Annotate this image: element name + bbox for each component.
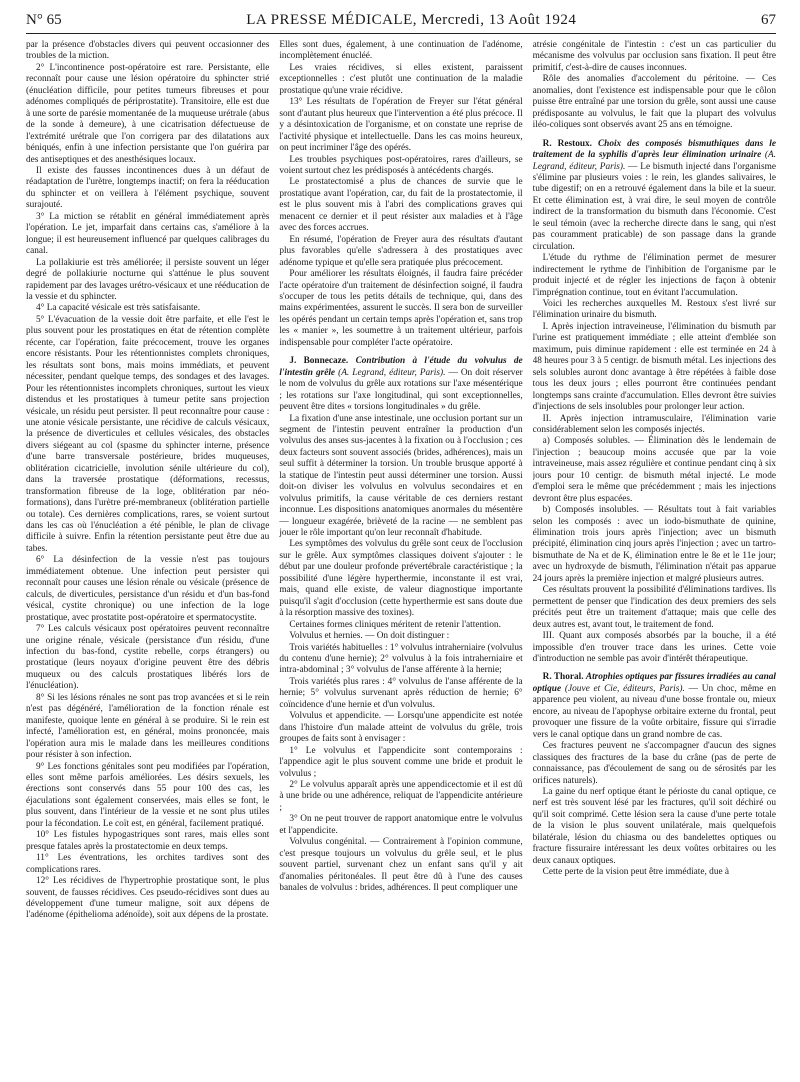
paragraph: Volvulus et appendicite. — Lorsqu'une appendicite est notée dans l'histoire d'un malade atteint de volvulus du grêle, trois groupes de faits sont à envisager : <box>279 711 523 745</box>
paragraph: Trois variétés plus rares : 4° volvulus de l'anse afférente de la hernie; 5° volvulus survenant après réduction de hernie; 6° coïncidence d'une hernie et d'un volvulus. <box>279 676 523 710</box>
article-author: R. Thoral. <box>542 672 584 683</box>
paragraph: 10° Les fistules hypogastriques sont rares, mais elles sont presque fatales après la prostatectomie en deux temps. <box>26 830 270 852</box>
paragraph: Certaines formes cliniques méritent de retenir l'attention. <box>289 619 501 630</box>
issue-number: N° 65 <box>26 12 62 28</box>
paragraph: Le prostatectomisé a plus de chances de survie que le prostatique avant l'opération, car, du fait de la prostatectomie, il est le plus souvent mis à l'abri des complications graves qui menacent ce dernier et il peut résister aux maladies et à l'âge avec des forces accrues. <box>279 177 523 234</box>
paragraph: 5° L'évacuation de la vessie doit être parfaite, et elle l'est le plus souvent pour les prostatiques en état de rétention complète récente, car l'opération, faite précocement, trouve les organes encore résistants. Pour les rétentionnistes complets chroniques, les résultats sont bons, mais moins immédiats, et peuvent nécessiter, pendant quelque temps, des sondages et des lavages. Pour les rétentionnistes incomplets chroniques, surtout les vieux distendus et les prostatiques à tumeur petite sans projection vésicale, un résidu peut persister. Il peut reconnaître pour cause : une atonie vésicale persistante, une récidive de calculs vésicaux, la présence de diverticules et cellules vésicales, des obstacles divers siégeant au col (spasme du sphincter interne, présence d'une barre transversale postérieure, brides muqueuses, oblitération cicatricielle, involution sénile ultérieure du col), dans la traversée prostatique (déformations, recessus, transformation fibreuse de la loge, oblitération par néo-formations), dans l'urètre pré-membraneux (oblitération partielle ou totale). Ces dernières complications, rares, se voient surtout dans les cas où l'énucléation a été pénible, le plan de clivage difficile à suivre. Enfin la rétention persistante peut être due au tabes. <box>26 314 270 554</box>
paragraph: Les vraies récidives, si elles existent, paraissent exceptionnelles : c'est plutôt une continuation de la maladie prostatique qu'une vraie récidive. <box>279 62 523 96</box>
columns <box>26 40 776 1075</box>
paragraph: 1° Le volvulus et l'appendicite sont contemporains : l'appendice agit le plus souvent comme une bride et produit le volvulus ; <box>279 745 523 779</box>
paragraph: 11° Les éventrations, les orchites tardives sont des complications rares. <box>26 853 270 875</box>
paragraph: Il existe des fausses incontinences dues à un défaut de réadaptation de l'urètre, longtemps inactif; on fera la rééducation du sphincter et on veillera à l'élément psychique, souvent surajouté. <box>26 165 270 211</box>
column-3-bottom <box>533 741 776 878</box>
paragraph: La pollakiurie est très améliorée; il persiste souvent un léger degré de pollakiurie nocturne qui s'atténue le plus souvent rapidement par des lavages urétro-vésicaux et une rééducation de la vessie et du sphincter. <box>26 257 270 302</box>
paragraph: 3° La miction se rétablit en général immédiatement après l'opération. Le jet, imparfait dans certains cas, s'améliore à la longue; il est heureusement influencé par quelques calibrages du canal. <box>26 211 270 257</box>
paragraph: Les symptômes des volvulus du grêle sont ceux de l'occlusion sur le grêle. Aux symptômes classiques doivent s'ajouter : le début par une douleur profonde prévertébrale caractéristique ; la possibilité d'une légère hyperthermie, inconstante il est vrai, mais, quand elle existe, de valeur diagnostique importante puisqu'il s'agit d'occlusion (cette hyperthermie est sans doute due à la résorption massive des toxines). <box>279 539 523 619</box>
column-3-top <box>533 40 776 132</box>
column-2 <box>279 40 522 1075</box>
paragraph: 13° Les résultats de l'opération de Freyer sur l'état général sont d'autant plus heureux que l'intervention a été plus précoce. Il y a désintoxication de l'organisme, et on constate une reprise de l'activité physique et intellectuelle. Dans les cas moins heureux, on peut incriminer l'âge des opérés. <box>279 97 523 154</box>
journal-title: LA PRESSE MÉDICALE, Mercredi, 13 Août 1924 <box>246 12 577 28</box>
column-2-top <box>279 40 522 349</box>
paragraph: Ces fractures peuvent ne s'accompagner d'aucun des signes classiques des fractures de la base du crâne (pas de perte de connaissance, pas d'écoulement de sang ou de sérosités par les orifices naturels). <box>532 741 776 786</box>
paragraph: Pour améliorer les résultats éloignés, il faudra faire précéder l'acte opératoire d'un traitement de désinfection soigné, il faudra s'occuper de tous les petits détails de technique, qui, dans des mains expérimentées, assurent le succès. Il sera bon de surveiller les opérés pendant un certain temps après l'opération et, sans trop les « manier », les soumettre à un traitement ultérieur, parfois indispensable pour compléter l'acte opératoire. <box>279 269 523 348</box>
paragraph: La gaine du nerf optique étant le périoste du canal optique, ce nerf est très souvent lésé par les fractures, qu'il soit déchiré ou qu'il soit comprimé. Cette lésion sera la cause d'une perte totale de la vision le plus souvent unilatérale, mais quelquefois bilatérale, lésion du chiasma ou des bandelettes optiques ou fracture fissuraire intéressant les deux voûtes orbitaires ou les deux canaux optiques. <box>532 787 776 866</box>
paragraph: par la présence d'obstacles divers qui peuvent occasionner des troubles de la miction. <box>26 40 270 62</box>
article-publisher: (Jouve et Cie, éditeurs, Paris). <box>564 683 685 694</box>
article-publisher: (A. Legrand, éditeur, Paris). <box>532 150 776 172</box>
paragraph: En résumé, l'opération de Freyer aura des résultats d'autant plus favorables qu'elle s'adressera à des prostatiques avec adénome typique et qu'elle sera pratiquée plus précocement. <box>279 234 523 268</box>
column-3 <box>533 40 776 1075</box>
paragraph: 7° Les calculs vésicaux post opératoires peuvent reconnaître une origine rénale, vésicale (persistance d'un résidu, d'une infection du bas-fond, cystite rebelle, corps étrangers) ou prostatique (leurs noyaux d'origine peuvent être des débris muqueux ou des calculs prostatiques libérés lors de l'énucléation). <box>26 624 270 692</box>
column-2-bottom <box>279 414 522 895</box>
paragraph: 9° Les fonctions génitales sont peu modifiées par l'opération, elles sont même parfois améliorées. Les désirs sexuels, les érections sont conservés dans 55 pour 100 des cas, les éjaculations sont également conservées, mais elles se font, le plus souvent, dans l'intérieur de la vessie et ne sont plus utiles pour la fécondation. Le coït est, en général, facilement pratiqué. <box>26 761 270 829</box>
column-3-middle <box>533 253 776 665</box>
article-lead: — Un choc, même en apparence peu violent, au niveau d'une bosse frontale ou, mieux encore, au niveau de l'apophyse orbitaire externe du frontal, peut provoquer une fissure de la voûte orbitaire, fissure qui s'irradie vers le canal optique dans un grand nombre de cas. <box>532 683 776 740</box>
paragraph: 6° La désinfection de la vessie n'est pas toujours immédiatement obtenue. Une infection peut persister qui reconnaît pour causes une lésion rénale ou vésicale (présence de calculs, de diverticules, persistance d'un résidu et d'un bas-fond vésical, cystite chronique) ou une infection de la loge prostatique, avec prostatite post-opératoire et spermatocystite. <box>26 555 270 623</box>
paragraph: b) Composés insolubles. — Résultats tout à fait variables selon les composés : avec un iodo-bismuthate de quinine, élimination trois jours après l'injection; avec un bismuth précipité, élimination cinq jours après l'injection ; avec un tartro-bismuthate de Na et de K, élimination entre le 8e et le 11e jour; avec un hydroxyde de bismuth, l'élimination n'était pas apparue 24 jours après la première injection et malgré plusieurs autres. <box>532 505 776 584</box>
paragraph: a) Composés solubles. — Élimination dès le lendemain de l'injection ; beaucoup moins accusée que par la voie intraveineuse, mais assez régulière et continue pendant cinq à six jours pour 10 centigr. de bismuth métal injecté. Le mode d'emploi sera le même que précédemment ; mais les injections devront être plus espacées. <box>532 436 776 504</box>
paragraph: 2° L'incontinence post-opératoire est rare. Persistante, elle reconnaît pour cause une lésion opératoire du sphincter strié (énucléation difficile, pour petites tumeurs fibreuses et pour adénomes compliqués de périprostatite). Transitoire, elle est due à une sorte de parésie momentanée de la muqueuse urétrale (abus de la sonde à demeure), à une cicatrisation défectueuse de l'extrémité urétrale que l'on corrigera par des dilatations aux béniqués, enfin à une infection persistante que l'on guérira par des antiseptiques et des anesthésiques locaux. <box>26 62 270 165</box>
paragraph: Elles sont dues, également, à une continuation de l'adénome, incomplètement énucléé. <box>279 40 523 62</box>
paragraph: II. Après injection intramusculaire, l'élimination varie considérablement selon les composés injectés. <box>532 413 776 435</box>
paragraph: 3° On ne peut trouver de rapport anatomique entre le volvulus et l'appendicite. <box>279 814 523 836</box>
paragraph: atrésie congénitale de l'intestin : c'est un cas particulier du mécanisme des volvulus par occlusion sans fixation. Il peut être primitif, c'est-à-dire de causes inconnues. <box>532 40 776 73</box>
paragraph: Rôle des anomalies d'accolement du péritoine. — Ces anomalies, dont l'existence est indispensable pour que le côlon puisse être entraîné par une torsion du grêle, sont aussi une cause prédisposante au volvulus, le fait que la plupart des volvulus iléo-coliques sont observés avant 25 ans en témoigne. <box>532 74 776 131</box>
paragraph: L'étude du rythme de l'élimination permet de mesurer indirectement le rythme de l'inhibition de l'organisme par le produit injecté et de régler les injections de façon à obtenir l'imprégnation continue, tout en évitant l'accumulation. <box>532 253 776 298</box>
paragraph: Voici les recherches auxquelles M. Restoux s'est livré sur l'élimination urinaire du bismuth. <box>532 298 776 321</box>
paragraph: Cette perte de la vision peut être immédiate, due à <box>542 867 730 878</box>
paragraph: Volvulus et hernies. — On doit distinguer : <box>289 631 450 642</box>
paragraph: 4° La capacité vésicale est très satisfaisante. <box>36 303 201 314</box>
paragraph: Trois variétés habituelles : 1° volvulus intraherniaire (volvulus du contenu d'une hernie); 2° volvulus à la fois intraherniaire et intra-abdominal ; 3° volvulus de l'anse afférente à la hernie; <box>279 642 523 676</box>
paragraph: 2° Le volvulus apparaît après une appendicectomie et il est dû à une bride ou une adhérence, reliquat de l'appendicite antérieure ; <box>279 780 523 813</box>
paragraph: 12° Les récidives de l'hypertrophie prostatique sont, le plus souvent, de fausses récidives. Ces pseudo-récidives sont dues au développement d'une tumeur maligne, soit aux dépens de l'adénome (épithelioma adénoïde), soit aux dépens de la prostate. <box>26 876 270 921</box>
article-author: R. Restoux. <box>542 138 592 149</box>
article-title: Atrophies optiques par fissures irradiées au canal optique <box>532 672 776 694</box>
paragraph: III. Quant aux composés absorbés par la bouche, il a été impossible d'en trouver trace dans les urines. Cette voie d'introduction ne semble pas avoir d'intérêt thérapeutique. <box>532 631 776 665</box>
page-number: 67 <box>761 12 776 28</box>
column-1 <box>26 40 269 1075</box>
article-title: Choix des composés bismuthiques dans le traitement de la syphilis d'après leur élimination urinaire <box>532 138 776 161</box>
paragraph: Les troubles psychiques post-opératoires, rares d'ailleurs, se voient surtout chez les prédisposés à antécédents chargés. <box>279 154 523 176</box>
article-publisher: (A. Legrand, éditeur, Paris). <box>338 367 446 378</box>
article-thoral <box>533 672 776 741</box>
article-title: Contribution à l'étude du volvulus de l'intestin grêle <box>279 356 523 378</box>
article-lead: — Le bismuth injecté dans l'organisme s'élimine par plusieurs voies : le rein, les glandes salivaires, le tube digestif; on en a retrouvé également dans la bile et la sueur. Et cette élimination est, à vrai dire, le seul moyen de contrôle indirect de la transformation du bismuth dans l'économie. C'est le seul témoin (avec la recherche directe dans le sang, qui n'est pas couramment praticable) de son passage dans la grande circulation. <box>532 161 776 252</box>
article-author: J. Bonnecaze. <box>289 356 349 367</box>
paragraph: Volvulus congénital. — Contrairement à l'opinion commune, c'est presque toujours un volvulus du grêle seul, et le plus souvent partiel, survenant chez un enfant sans qu'il y ait d'anomalies péritonéales. Il peut être dû à l'une des causes banales de volvulus : brides, adhérences. Il peut compliquer une <box>279 837 523 894</box>
article-lead: — On doit réserver le nom de volvulus du grêle aux rotations sur l'axe mésentérique ; les rotations sur l'axe longitudinal, qui sont exceptionnelles, peuvent être dites « torsions longitudinales » du grêle. <box>279 367 523 413</box>
page-header <box>26 12 776 34</box>
article-restoux <box>533 139 776 254</box>
paragraph: Ces résultats prouvent la possibilité d'éliminations tardives. Ils permettent de penser que l'indication des deux premiers des sels précités peut être un traitement d'attaque; mais que celle des deux autres est, avant tout, le traitement de fond. <box>532 585 776 630</box>
paragraph: I. Après injection intraveineuse, l'élimination du bismuth par l'urine est pratiquement immédiate ; elle atteint d'emblée son maximum, puis diminue rapidement : elle est terminée en 24 à 48 heures pour 3 à 5 centigr. de bismuth métal. Les injections des sels solubles auront donc avantage à être répétées à faible dose tous les deux jours ; elles pourront être continuées pendant longtemps sans crainte d'accumulation. Elles devront être suivies d'injections de sels insolubles pour prolonger leur action. <box>532 321 776 413</box>
article-bonnecaze <box>279 356 522 413</box>
paragraph: 8° Si les lésions rénales ne sont pas trop avancées et si le rein n'est pas dégénéré, l'amélioration de la fonction rénale est manifeste, quoique lente en général à se produire. Si le rein est infecté, l'amélioration est, en général, moins prononcée, mais l'opération aura mis le malade dans les meilleures conditions pour résister à son infection. <box>26 692 270 761</box>
paragraph: La fixation d'une anse intestinale, une occlusion portant sur un segment de l'intestin peuvent entraîner la production d'un volvulus des anses sus-jacentes à la fixation ou à l'occlusion ; ces deux facteurs sont souvent associés (brides, adhérences), mais un seul suffit à déterminer la torsion. Un trouble brusque apporté à la statique de l'intestin peut aussi déterminer une torsion. Aussi doit-on diviser les volvulus en volvulus secondaires et en volvulus primitifs, la cause véritable de ces derniers restant inconnue. Les dispositions anatomiques anormales du mésentère — longueur exagérée, brièveté de la racine — ne semblent pas jouer le rôle important qu'on leur reconnaît d'habitude. <box>279 413 523 539</box>
